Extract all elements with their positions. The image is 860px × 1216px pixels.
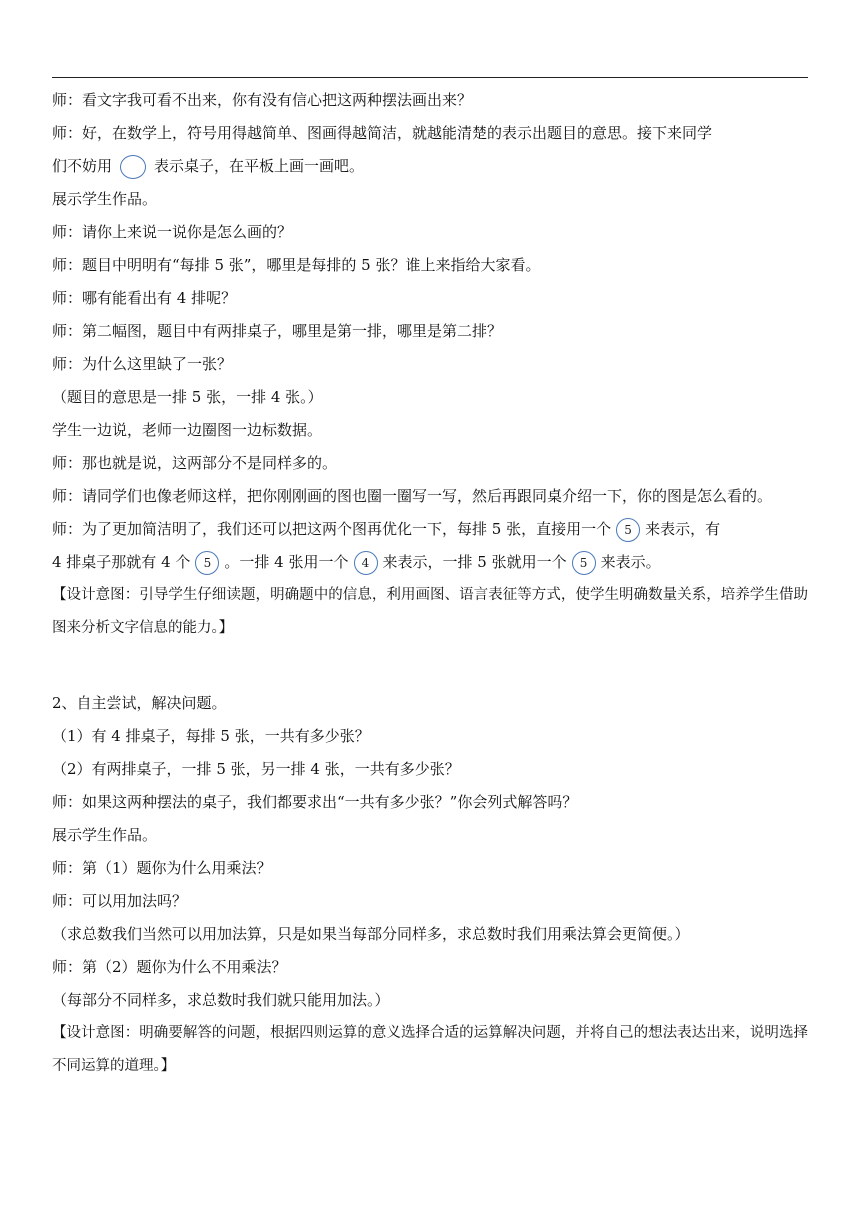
text-line: 师：请你上来说一说你是怎么画的？ — [52, 223, 293, 241]
text-span: 表示桌子，在平板上画一画吧。 — [154, 157, 365, 175]
text-span: 来表示，一排 5 张就用一个 — [382, 553, 567, 571]
circle-number: 4 — [354, 551, 378, 575]
text-line: 师：为什么这里缺了一张？ — [52, 355, 233, 373]
text-line — [52, 546, 808, 579]
text-span: 来表示，有 — [645, 520, 721, 538]
text-line: 师：第（2）题你为什么不用乘法？ — [52, 958, 287, 976]
text-line: 师：看文字我可看不出来，你有没有信心把这两种摆法画出来？ — [52, 91, 473, 109]
text-line: 师：第二幅图，题目中有两排桌子，哪里是第一排，哪里是第二排？ — [52, 322, 503, 340]
text-line: 师：哪有能看出有 4 排呢？ — [52, 289, 237, 307]
spacer — [52, 645, 808, 687]
text-line: 展示学生作品。 — [52, 826, 158, 844]
question-line: （1）有 4 排桌子，每排 5 张，一共有多少张？ — [52, 727, 370, 745]
section-heading: 2、自主尝试，解决问题。 — [52, 694, 227, 712]
text-line: 师：如果这两种摆法的桌子，我们都要求出“一共有多少张？”你会列式解答吗？ — [52, 793, 578, 811]
question-line: （2）有两排桌子，一排 5 张，另一排 4 张，一共有多少张？ — [52, 760, 460, 778]
header-rule — [52, 77, 808, 78]
text-line: 师：好，在数学上，符号用得越简单、图画得越简洁，就越能清楚的表示出题目的意思。接下来同学 — [52, 124, 713, 142]
text-paragraph: 师：请同学们也像老师这样，把你刚刚画的图也圈一圈写一写，然后再跟同桌介绍一下，你的图是怎么看的。 — [52, 487, 773, 505]
text-span: 4 排桌子那就有 4 个 — [52, 553, 191, 571]
circle-number: 5 — [572, 551, 596, 575]
design-intent-note: 【设计意图：明确要解答的问题，根据四则运算的意义选择合适的运算解决问题，并将自己的想法表达出来，说明选择不同运算的道理。】 — [52, 1025, 808, 1074]
text-line — [52, 513, 808, 546]
text-span: 来表示。 — [600, 553, 661, 571]
text-line: 师：可以用加法吗？ — [52, 892, 188, 910]
text-span: 。一排 4 张用一个 — [224, 553, 349, 571]
text-line: （求总数我们当然可以用加法算，只是如果当每部分同样多，求总数时我们用乘法算会更简便。） — [52, 925, 690, 943]
circle-number: 5 — [195, 551, 219, 575]
text-line: 学生一边说，老师一边圈图一边标数据。 — [52, 421, 323, 439]
text-line: 展示学生作品。 — [52, 190, 158, 208]
design-intent-note: 【设计意图：引导学生仔细读题，明确题中的信息，利用画图、语言表征等方式，使学生明确数量关系，培养学生借助图来分析文字信息的能力。】 — [52, 587, 808, 636]
text-line: 师：题目中明明有“每排 5 张”，哪里是每排的 5 张？谁上来指给大家看。 — [52, 256, 541, 274]
text-line: （题目的意思是一排 5 张，一排 4 张。） — [52, 388, 323, 406]
text-line: 师：那也就是说，这两部分不是同样多的。 — [52, 454, 338, 472]
circle-number: 5 — [616, 518, 640, 542]
text-line — [52, 150, 808, 183]
text-span: 师：为了更加简洁明了，我们还可以把这两个图再优化一下，每排 5 张，直接用一个 — [52, 520, 612, 538]
text-span: 们不妨用 — [52, 157, 113, 175]
text-line: （每部分不同样多，求总数时我们就只能用加法。） — [52, 991, 390, 1009]
text-line: 师：第（1）题你为什么用乘法？ — [52, 859, 272, 877]
circle-symbol — [120, 155, 146, 179]
document-body — [52, 84, 808, 1083]
